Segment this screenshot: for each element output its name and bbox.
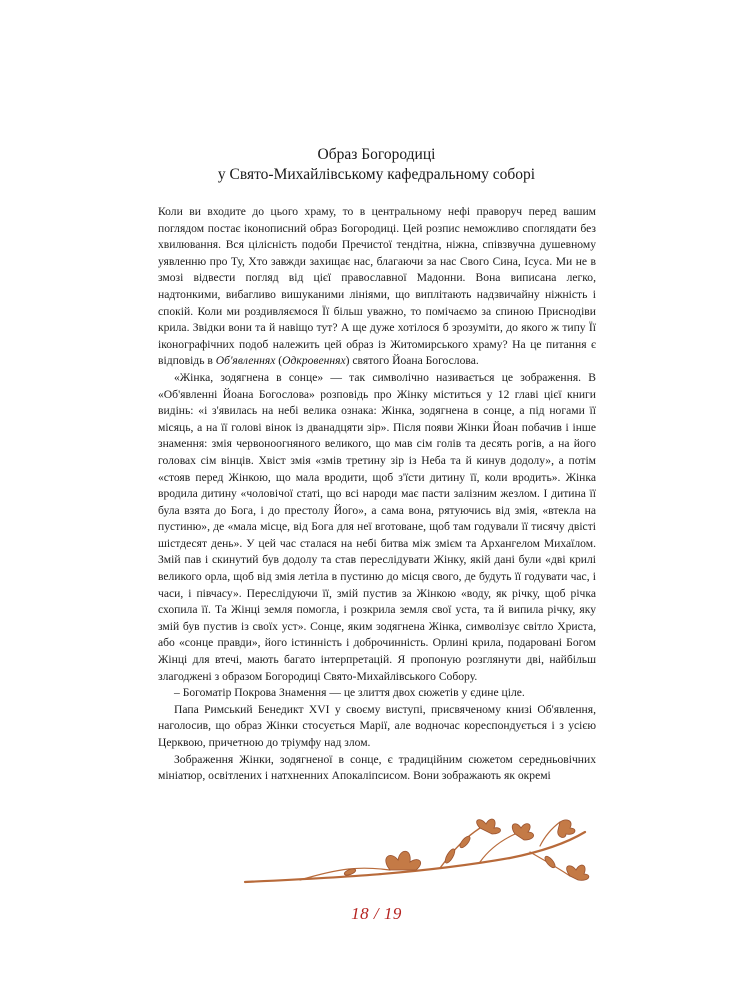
- body-text: [158, 204, 596, 785]
- lily-ornament-icon: [240, 818, 600, 890]
- text-run: – Богоматір Покрова Знамення — це злиття двох сюжетів у єдине ціле.: [174, 686, 525, 700]
- paragraph: [158, 685, 596, 702]
- text-run: ) святого Йоана Богослова.: [345, 354, 479, 368]
- page-title: [150, 145, 603, 185]
- text-run: «Жінка, зодягнена в сонце» — так символічно називається це зображення. В «Об'явленні Йоана Богослова» розповідь про Жінку міститься у 12 главі цієї книги видінь: «і з'явилась на небі велика ознака: Жінка, зодягнена в сонце, а під ногами її місяць, а на її голові вінок із дванадцяти зір». Після появи Жінки Йоан побачив і інше знамення: змія червоноогняного великого, що мав сім голів та десять рогів, а на його головах сім вінців. Хвіст змія «змів третину зір із Неба та й кинув додолу», а потім «стояв перед Жінкою, що мала вродити, щоб з'їсти дитину її, коли вродить». Жінка вродила дитину «чоловічої статі, що всі народи має пасти залізним жезлом. І дитина її була взята до Бога, і до престолу Його», а сама вона, рятуючись від змія, «втекла на пустиню», де «мала місце, від Бога для неї вготоване, щоб там годували її тисячу двісті шістдесят день». У цей час сталася на небі битва між змієм та Архангелом Михаїлом. Змій пав і скинутий був додолу та став переслідувати Жінку, якій дані були «дві крилі великого орла, щоб від змія летіла в пустиню до місця свого, де будуть її годувати час, і часи, і півчасу». Переслідуючи її, змій пустив за Жінкою «воду, як річку, щоб річка схопила її. Та Жінці земля помогла, і розкрила земля свої уста, та й випила річку, яку змій був пустив із своїх уст». Сонце, яким зодягнена Жінка, символізує світло Христа, або «сонце правди», його істинність і доброчинність. Орлині крила, подаровані Богом Жінці для втечі, мають багато інтерпретацій. Я пропоную розглянути дві, найбільш злагоджені з образом Богородиці Свято-Михайлівського Собору.: [158, 370, 596, 683]
- italic-text: Об'явленнях: [215, 354, 276, 368]
- title-line-1: Образ Богородиці: [317, 146, 436, 163]
- text-run: Зображення Жінки, зодягненої в сонце, є традиційним сюжетом середньовічних мініатюр, освітлених і натхненних Апокаліпсисом. Вони зображають як окремі: [158, 752, 596, 783]
- text-run: Папа Римський Бенедикт XVI у своєму виступі, присвяченому книзі Об'явлення, наголосив, що образ Жінки стосується Марії, але водночас кореспондується і з усією Церквою, причетною до тріумфу над злом.: [158, 702, 596, 749]
- italic-text: Одкровеннях: [282, 354, 346, 368]
- paragraph: [158, 370, 596, 685]
- title-line-2: у Свято-Михайлівському кафедральному соборі: [217, 166, 536, 183]
- paragraph: [158, 204, 596, 370]
- page-number: 18 / 19: [351, 904, 402, 923]
- paragraph: [158, 702, 596, 752]
- paragraph: [158, 752, 596, 785]
- text-run: (: [275, 354, 283, 368]
- text-run: Коли ви входите до цього храму, то в центральному нефі праворуч перед вашим поглядом постає іконописний образ Богородиці. Цей розпис неможливо споглядати без хвилювання. Вся цілісність подоби Пречистої тендітна, ніжна, співзвучна душевному уявленню про Ту, Хто завжди захищає нас, благаючи за нас Свого Сина, Ісуса. Ми не в змозі відвести погляд від цієї православної Мадонни. Вона виписана легко, надтонкими, вибагливо вишуканими лініями, що виплітають надзвичайну ніжність і спокій. Коли ми роздивляємося Її більш уважно, то помічаємо за спиною Приснодіви крила. Звідки вони та й навіщо тут? А ще дуже хотілося б зрозуміти, до якого ж типу Її іконографічних подоб належить цей образ із Житомирського храму? На це питання є відповідь в: [158, 205, 596, 368]
